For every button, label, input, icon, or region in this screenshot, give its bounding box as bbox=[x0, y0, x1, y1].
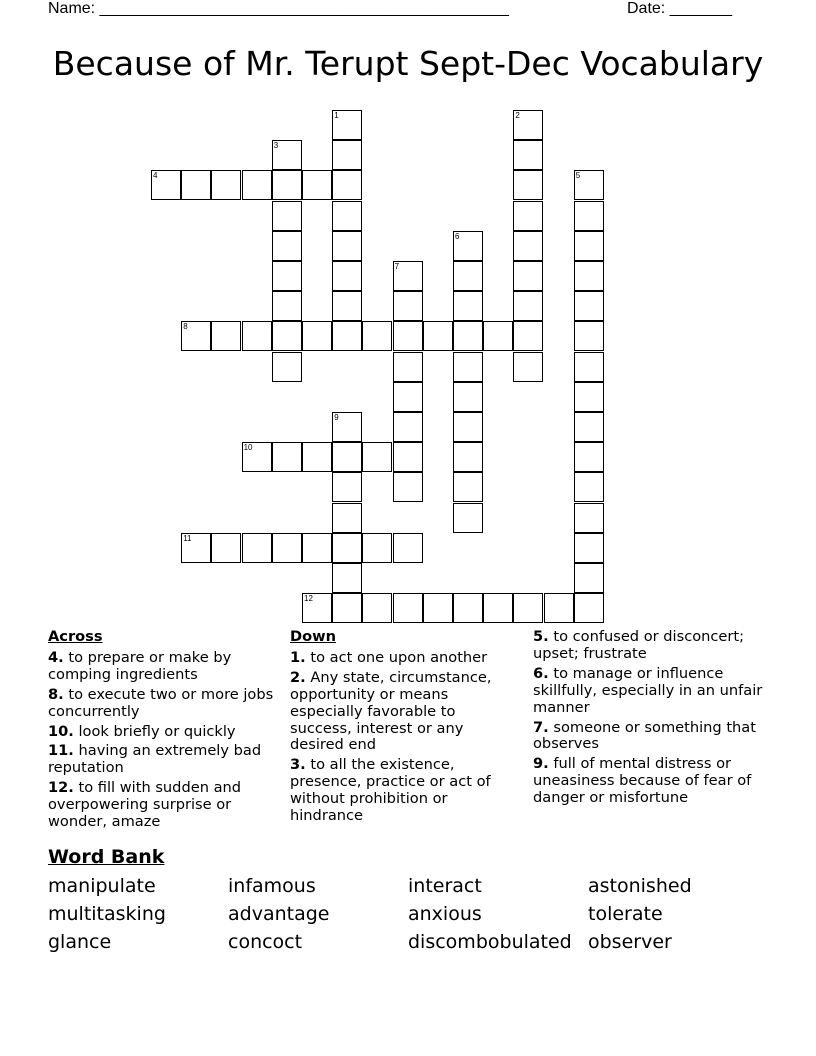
crossword-cell[interactable] bbox=[574, 442, 604, 472]
crossword-cell[interactable] bbox=[181, 170, 211, 200]
crossword-cell[interactable] bbox=[574, 321, 604, 351]
crossword-cell[interactable] bbox=[574, 563, 604, 593]
crossword-cell[interactable] bbox=[393, 472, 423, 502]
crossword-cell[interactable] bbox=[272, 291, 302, 321]
crossword-cell[interactable] bbox=[272, 352, 302, 382]
word-bank-word: advantage bbox=[228, 903, 330, 925]
crossword-cell[interactable] bbox=[272, 261, 302, 291]
crossword-cell[interactable] bbox=[393, 382, 423, 412]
crossword-cell[interactable] bbox=[574, 412, 604, 442]
crossword-cell[interactable] bbox=[393, 261, 423, 291]
crossword-cell[interactable] bbox=[544, 593, 574, 623]
down-clues-continued bbox=[533, 629, 763, 810]
crossword-cell-number: 12 bbox=[304, 594, 313, 604]
crossword-cell-number: 6 bbox=[455, 231, 460, 241]
crossword-cell[interactable] bbox=[574, 261, 604, 291]
clue-across-12: 12. to fill with sudden and overpowering surprise or wonder, amaze bbox=[48, 779, 242, 831]
crossword-cell[interactable] bbox=[453, 352, 483, 382]
crossword-cell[interactable] bbox=[332, 201, 362, 231]
crossword-cell-number: 11 bbox=[183, 533, 192, 543]
crossword-cell[interactable] bbox=[574, 503, 604, 533]
crossword-cell[interactable] bbox=[272, 201, 302, 231]
page-title: Because of Mr. Terupt Sept-Dec Vocabulary bbox=[52, 44, 764, 83]
crossword-cell-number: 2 bbox=[515, 111, 520, 120]
crossword-cell[interactable] bbox=[362, 442, 392, 472]
crossword-cell[interactable] bbox=[332, 261, 362, 291]
crossword-cell[interactable] bbox=[423, 321, 453, 351]
crossword-cell[interactable] bbox=[332, 412, 362, 442]
crossword-cell[interactable] bbox=[332, 442, 362, 472]
crossword-cell[interactable] bbox=[453, 593, 483, 623]
down-heading: Down bbox=[290, 628, 337, 645]
crossword-cell[interactable] bbox=[272, 170, 302, 200]
across-heading: Across bbox=[48, 628, 103, 645]
word-bank-word: discombobulated bbox=[408, 931, 572, 953]
crossword-cell[interactable] bbox=[423, 593, 453, 623]
clue-across-10: 10. look briefly or quickly bbox=[48, 722, 236, 740]
crossword-cell[interactable] bbox=[574, 352, 604, 382]
crossword-cell-number: 9 bbox=[334, 413, 339, 422]
crossword-cell[interactable] bbox=[453, 412, 483, 442]
word-bank-word: astonished bbox=[588, 875, 692, 897]
crossword-cell[interactable] bbox=[453, 321, 483, 351]
crossword-cell[interactable] bbox=[453, 291, 483, 321]
crossword-cell[interactable] bbox=[272, 231, 302, 261]
word-bank-word: anxious bbox=[408, 903, 482, 925]
crossword-cell[interactable] bbox=[362, 533, 392, 563]
word-bank-word: manipulate bbox=[48, 875, 156, 897]
crossword-cell[interactable] bbox=[272, 442, 302, 472]
clue-across-11: 11. having an extremely bad reputation bbox=[48, 742, 262, 777]
crossword-cell[interactable] bbox=[513, 291, 543, 321]
crossword-cell-number: 7 bbox=[394, 262, 400, 271]
crossword-cell[interactable] bbox=[393, 442, 423, 472]
crossword-cell[interactable] bbox=[513, 321, 543, 351]
crossword-cell[interactable] bbox=[272, 321, 302, 351]
crossword-cell-number: 1 bbox=[334, 111, 339, 120]
crossword-cell[interactable] bbox=[574, 170, 604, 200]
crossword-cell[interactable] bbox=[453, 382, 483, 412]
crossword-cell[interactable] bbox=[513, 231, 543, 261]
clue-down-2: 2. Any state, circumstance, opportunity or means especially favorable to success, interest or any desired end bbox=[290, 668, 492, 754]
crossword-cell[interactable] bbox=[211, 533, 241, 563]
crossword-cell[interactable] bbox=[483, 593, 513, 623]
crossword-cell[interactable] bbox=[151, 170, 181, 200]
crossword-cell[interactable] bbox=[242, 321, 272, 351]
crossword-cell[interactable] bbox=[362, 321, 392, 351]
crossword-cell[interactable] bbox=[513, 110, 543, 140]
crossword-cell-number: 8 bbox=[183, 322, 188, 332]
crossword-cell[interactable] bbox=[181, 321, 211, 351]
date-field-label: Date: _______ bbox=[627, 0, 732, 17]
clue-down-7: 7. someone or something that observes bbox=[533, 718, 756, 753]
crossword-cell[interactable] bbox=[513, 170, 543, 200]
word-bank-title: Word Bank bbox=[48, 846, 165, 868]
crossword-cell[interactable] bbox=[513, 261, 543, 291]
down-clues bbox=[290, 629, 518, 828]
crossword-cell[interactable] bbox=[393, 412, 423, 442]
crossword-cell[interactable] bbox=[574, 382, 604, 412]
crossword-cell[interactable] bbox=[453, 231, 483, 261]
crossword-cell[interactable] bbox=[332, 170, 362, 200]
crossword-cell[interactable] bbox=[513, 140, 543, 170]
clue-across-8: 8. to execute two or more jobs concurrently bbox=[48, 685, 274, 720]
clue-down-3: 3. to all the existence, presence, practice or act of without prohibition or hindrance bbox=[290, 756, 491, 825]
crossword-cell[interactable] bbox=[393, 321, 423, 351]
crossword-cell-number: 5 bbox=[575, 171, 581, 181]
word-bank-word: multitasking bbox=[48, 903, 166, 925]
crossword-cell[interactable] bbox=[332, 140, 362, 170]
crossword-cell[interactable] bbox=[302, 321, 332, 351]
crossword-cell[interactable] bbox=[362, 593, 392, 623]
crossword-cell[interactable] bbox=[181, 533, 211, 563]
word-bank-word: infamous bbox=[228, 875, 316, 897]
clue-down-6: 6. to manage or influence skillfully, especially in an unfair manner bbox=[533, 664, 763, 716]
crossword-cell[interactable] bbox=[453, 472, 483, 502]
crossword-cell-number: 4 bbox=[153, 171, 158, 181]
clue-down-9: 9. full of mental distress or uneasiness because of fear of danger or misfortune bbox=[533, 755, 752, 807]
crossword-cell[interactable] bbox=[453, 442, 483, 472]
crossword-cell-number: 10 bbox=[243, 443, 253, 453]
crossword-cell[interactable] bbox=[332, 110, 362, 140]
crossword-cell[interactable] bbox=[242, 442, 272, 472]
crossword-cell[interactable] bbox=[513, 201, 543, 231]
crossword-cell[interactable] bbox=[302, 593, 332, 623]
across-clues bbox=[48, 629, 274, 834]
word-bank-word: observer bbox=[588, 931, 672, 953]
crossword-cell[interactable] bbox=[302, 170, 332, 200]
crossword-cell[interactable] bbox=[574, 291, 604, 321]
crossword-cell[interactable] bbox=[393, 352, 423, 382]
word-bank-word: glance bbox=[48, 931, 112, 953]
crossword-cell[interactable] bbox=[211, 170, 241, 200]
crossword-cell[interactable] bbox=[513, 593, 543, 623]
crossword-cell[interactable] bbox=[393, 533, 423, 563]
crossword-cell[interactable] bbox=[393, 291, 423, 321]
crossword-cell-number: 3 bbox=[273, 141, 279, 151]
crossword-cell[interactable] bbox=[332, 291, 362, 321]
clue-across-4: 4. to prepare or make by comping ingredients bbox=[48, 648, 232, 683]
crossword-cell[interactable] bbox=[332, 321, 362, 351]
crossword-cell[interactable] bbox=[302, 533, 332, 563]
crossword-cell[interactable] bbox=[242, 533, 272, 563]
crossword-cell[interactable] bbox=[332, 503, 362, 533]
crossword-cell[interactable] bbox=[483, 321, 513, 351]
crossword-cell[interactable] bbox=[332, 563, 362, 593]
crossword-cell[interactable] bbox=[393, 593, 423, 623]
crossword-cell[interactable] bbox=[332, 593, 362, 623]
word-bank-word: interact bbox=[408, 875, 482, 897]
crossword-cell[interactable] bbox=[332, 231, 362, 261]
crossword-cell[interactable] bbox=[242, 170, 272, 200]
clue-down-5: 5. to confused or disconcert; upset; frustrate bbox=[533, 628, 745, 662]
crossword-cell[interactable] bbox=[332, 472, 362, 502]
crossword-cell[interactable] bbox=[272, 533, 302, 563]
crossword-cell[interactable] bbox=[574, 231, 604, 261]
crossword-cell[interactable] bbox=[453, 503, 483, 533]
crossword-cell[interactable] bbox=[513, 352, 543, 382]
crossword-cell[interactable] bbox=[574, 593, 604, 623]
crossword-cell[interactable] bbox=[302, 442, 332, 472]
crossword-cell[interactable] bbox=[211, 321, 241, 351]
crossword-cell[interactable] bbox=[453, 261, 483, 291]
crossword-cell[interactable] bbox=[574, 472, 604, 502]
crossword-cell[interactable] bbox=[574, 533, 604, 563]
clue-down-1: 1. to act one upon another bbox=[290, 648, 488, 666]
crossword-cell[interactable] bbox=[574, 201, 604, 231]
name-field-label: Name: ______________________________________________ bbox=[48, 0, 509, 17]
word-bank-word: concoct bbox=[228, 931, 303, 953]
crossword-cell[interactable] bbox=[272, 140, 302, 170]
word-bank-word: tolerate bbox=[588, 903, 663, 925]
crossword-cell[interactable] bbox=[332, 533, 362, 563]
